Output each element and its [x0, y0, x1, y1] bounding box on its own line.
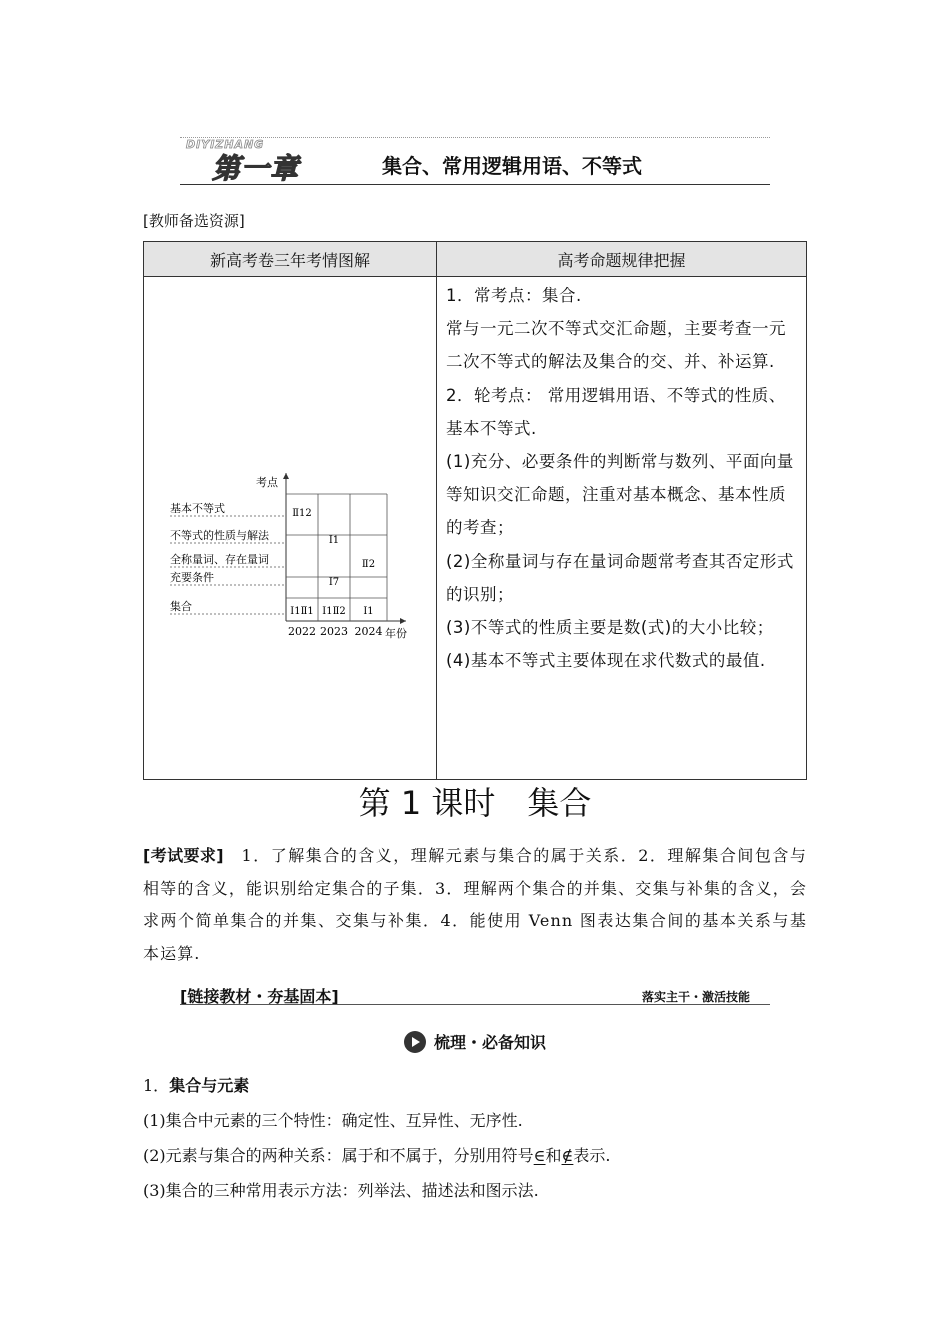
- analysis-text-cell: [437, 277, 807, 780]
- chart-cell-value: Ⅱ12: [292, 508, 312, 519]
- topic-label: 全称量词、存在量词: [170, 553, 269, 566]
- analysis-paragraph: 1．常考点：集合.: [446, 286, 582, 305]
- section-title: [链接教材・夯基固本]: [180, 987, 339, 1006]
- content-body: [143, 1068, 807, 1208]
- x-axis-arrow: [400, 618, 406, 624]
- analysis-paragraph: 2．轮考点： 常用逻辑用语、不等式的性质、基本不等式.: [446, 385, 786, 438]
- chart-cell-value: Ⅰ1Ⅱ1: [290, 606, 314, 617]
- year-tick-label: 2022: [288, 625, 316, 638]
- topic-label: 基本不等式: [170, 502, 225, 515]
- requirements-label: [考试要求]: [143, 846, 224, 865]
- year-tick-label: 2023: [320, 625, 348, 638]
- chapter-pinyin: DIYIZHANG: [186, 138, 265, 151]
- y-axis-label: 考点: [256, 476, 278, 489]
- requirements-text: 1．了解集合的含义，理解元素与集合的属于关系．2．理解集合间包含与相等的含义，能识别给定集合的子集．3．理解两个集合的并集、交集与补集的含义，会求两个简单集合的并集、交集与补集．4．能使用 Venn 图表达集合间的基本关系与基本运算.: [143, 846, 807, 963]
- play-icon: [404, 1031, 426, 1053]
- line2-pre: (2)元素与集合的两种关系：属于和不属于，分别用符号: [143, 1146, 534, 1165]
- analysis-paragraph: (3)不等式的性质主要是数(式)的大小比较；: [446, 618, 774, 638]
- line2-post: 表示.: [573, 1146, 611, 1165]
- chapter-top-rule: [180, 137, 770, 138]
- analysis-paragraph: 常与一元二次不等式交汇命题，主要考查一元二次不等式的解法及集合的交、并、补运算.: [446, 319, 786, 372]
- teacher-resource-label: [教师备选资源]: [143, 212, 245, 230]
- subsection-heading: [0, 1030, 950, 1053]
- chapter-title: 集合、常用逻辑用语、不等式: [382, 154, 642, 178]
- content-line-3: (3)集合的三种常用表示方法：列举法、描述法和图示法.: [143, 1181, 539, 1200]
- chart-cell-value: Ⅰ7: [328, 577, 340, 588]
- x-axis-label: 年份: [385, 627, 407, 640]
- exam-chart: [144, 277, 434, 777]
- analysis-paragraph: (1)充分、必要条件的判断常与数列、平面向量等知识交汇命题，注重对基本概念、基本性质的考查；: [446, 452, 794, 538]
- year-tick-label: 2024: [354, 625, 383, 638]
- line2-mid: 和: [545, 1146, 562, 1165]
- heading-text: 集合与元素: [169, 1076, 250, 1095]
- section-rule: [180, 1004, 770, 1005]
- content-line-1: (1)集合中元素的三个特性：确定性、互异性、无序性.: [143, 1111, 523, 1130]
- content-line-2: [143, 1138, 807, 1173]
- section-subtitle: 落实主干・激活技能: [642, 990, 751, 1004]
- subsection-title: 梳理・必备知识: [433, 1033, 546, 1052]
- chapter-number: 第一章: [212, 152, 300, 185]
- symbol-in: ∈: [533, 1146, 546, 1165]
- chapter-bottom-rule: [180, 184, 770, 185]
- chart-cell: [144, 277, 437, 780]
- topic-label: 充要条件: [170, 571, 214, 584]
- chart-cell-value: Ⅰ1Ⅱ2: [322, 606, 346, 617]
- chart-cell-value: Ⅰ1: [328, 535, 340, 546]
- y-axis-arrow: [283, 473, 289, 479]
- topic-label: 集合: [170, 600, 192, 613]
- exam-analysis-table: [143, 241, 807, 780]
- topic-label: 不等式的性质与解法: [170, 529, 269, 542]
- analysis-paragraph: (2)全称量词与存在量词命题常考查其否定形式的识别；: [446, 551, 794, 604]
- table-header-left: 新高考卷三年考情图解: [144, 242, 437, 277]
- heading-number: 1．: [143, 1076, 170, 1095]
- analysis-paragraph: (4)基本不等式主要体现在求代数式的最值.: [446, 651, 766, 671]
- exam-requirements: [143, 840, 807, 970]
- lesson-title: 第 1 课时 集合: [358, 784, 592, 822]
- chart-cell-value: Ⅱ2: [361, 559, 376, 570]
- chart-cell-value: Ⅰ1: [363, 606, 374, 617]
- symbol-notin: ∉: [561, 1146, 574, 1165]
- content-heading: [143, 1068, 807, 1103]
- table-header-right: 高考命题规律把握: [437, 242, 807, 277]
